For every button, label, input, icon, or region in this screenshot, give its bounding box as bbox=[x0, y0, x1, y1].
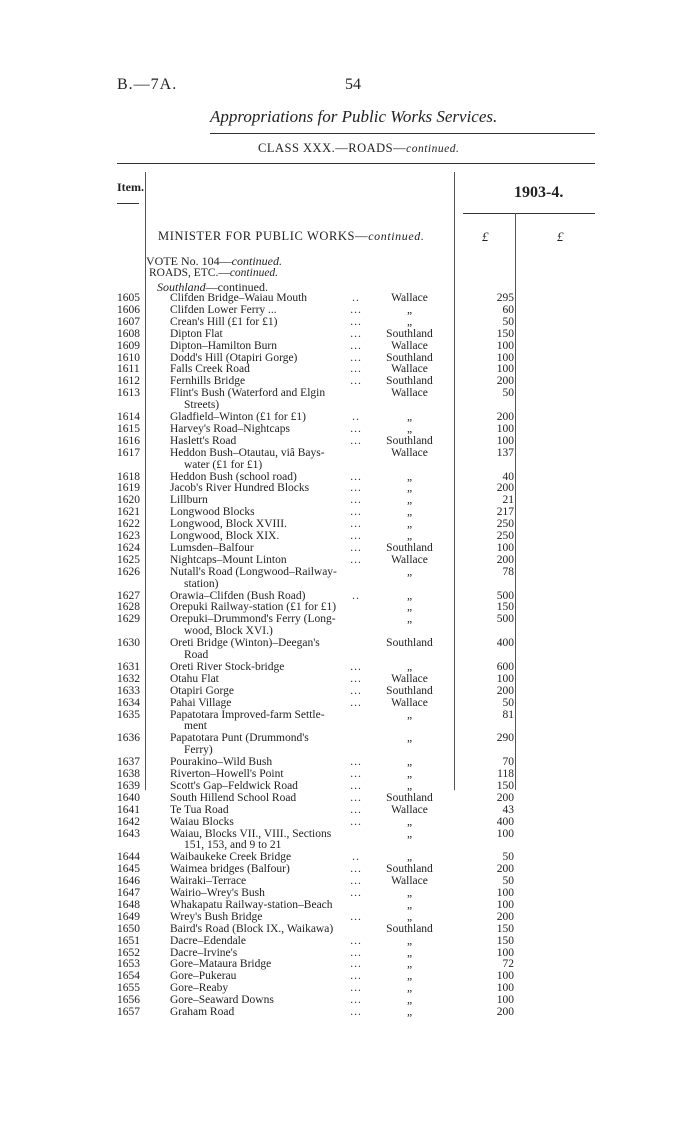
amount: 100 bbox=[496, 351, 514, 364]
leader-dots: ... bbox=[350, 863, 362, 876]
document-code: B.—7A. bbox=[117, 76, 178, 93]
amount: 100 bbox=[496, 339, 514, 352]
electoral-district: „ bbox=[406, 827, 413, 840]
item-description-continued: Streets) bbox=[184, 399, 220, 412]
item-number: 1616 bbox=[117, 434, 140, 447]
item-description: Longwood, Block XVIII. bbox=[170, 518, 287, 531]
electoral-district: „ bbox=[406, 660, 413, 673]
amount: 500 bbox=[496, 613, 514, 626]
amount: 200 bbox=[496, 1006, 514, 1018]
item-description: Clifden Bridge–Waiau Mouth bbox=[170, 292, 308, 304]
item-description: Graham Road bbox=[170, 1006, 235, 1018]
electoral-district: Southland bbox=[386, 637, 433, 650]
leader-dots: ... bbox=[350, 303, 362, 316]
amount: 150 bbox=[496, 934, 514, 947]
leader-dots: ... bbox=[350, 470, 362, 483]
item-number: 1620 bbox=[117, 494, 140, 507]
amount: 100 bbox=[496, 422, 514, 435]
pound-sign-amount: £ bbox=[482, 229, 489, 244]
item-number: 1648 bbox=[117, 898, 140, 911]
amount: 40 bbox=[502, 470, 514, 483]
item-description: Heddon Bush (school road) bbox=[170, 470, 297, 483]
item-description: Flint's Bush (Waterford and Elgin bbox=[170, 387, 326, 400]
leader-dots: ... bbox=[350, 875, 362, 888]
electoral-district: „ bbox=[406, 994, 413, 1007]
amount: 100 bbox=[496, 363, 514, 376]
item-number: 1638 bbox=[117, 768, 140, 780]
amount: 118 bbox=[497, 768, 514, 780]
electoral-district: Southland bbox=[386, 541, 433, 554]
electoral-district: Wallace bbox=[391, 803, 428, 816]
item-description: Gore–Seaward Downs bbox=[170, 994, 274, 1007]
item-description: Harvey's Road–Nightcaps bbox=[170, 422, 290, 435]
amount: 150 bbox=[496, 327, 514, 340]
item-number: 1649 bbox=[117, 910, 140, 923]
item-number: 1609 bbox=[117, 339, 140, 352]
amount: 200 bbox=[496, 684, 514, 697]
amount: 70 bbox=[502, 756, 514, 769]
electoral-district: „ bbox=[406, 518, 413, 531]
item-description: Wairaki–Terrace bbox=[170, 875, 247, 888]
electoral-district: Wallace bbox=[391, 875, 428, 888]
electoral-district: „ bbox=[406, 565, 413, 578]
leader-dots: ... bbox=[350, 779, 362, 792]
electoral-district: „ bbox=[406, 601, 413, 614]
leader-dots: ... bbox=[350, 553, 362, 566]
leader-dots: ... bbox=[350, 518, 362, 531]
item-number: 1627 bbox=[117, 589, 140, 602]
electoral-district: „ bbox=[406, 470, 413, 483]
item-column-header: Item. bbox=[117, 180, 144, 194]
item-number: 1630 bbox=[117, 637, 140, 650]
amount: 200 bbox=[496, 863, 514, 876]
item-number: 1636 bbox=[117, 732, 140, 745]
electoral-district: Wallace bbox=[391, 387, 428, 400]
item-number: 1612 bbox=[117, 375, 140, 388]
item-description: Wairio–Wrey's Bush bbox=[170, 887, 265, 899]
item-number: 1641 bbox=[117, 803, 140, 816]
item-number: 1628 bbox=[117, 601, 140, 614]
amount: 200 bbox=[496, 411, 514, 423]
item-number: 1625 bbox=[117, 553, 140, 566]
item-description-continued: ment bbox=[184, 720, 207, 733]
electoral-district: Southland bbox=[386, 791, 433, 804]
electoral-district: Southland bbox=[386, 922, 433, 935]
amount: 50 bbox=[502, 315, 514, 328]
amount: 100 bbox=[496, 970, 514, 983]
electoral-district: Southland bbox=[386, 863, 433, 876]
amount: 290 bbox=[496, 732, 514, 745]
item-number: 1644 bbox=[117, 851, 140, 864]
item-description: Jacob's River Hundred Blocks bbox=[170, 482, 310, 495]
item-description: Papatotara Punt (Drummond's bbox=[170, 732, 309, 745]
page-number: 54 bbox=[345, 76, 361, 93]
electoral-district: „ bbox=[406, 482, 413, 495]
item-number: 1654 bbox=[117, 970, 140, 983]
item-number: 1642 bbox=[117, 815, 140, 828]
item-number: 1643 bbox=[117, 827, 140, 840]
amount: 200 bbox=[496, 482, 514, 495]
leader-dots: ... bbox=[350, 791, 362, 804]
leader-dots: ... bbox=[350, 482, 362, 495]
item-description: South Hillend School Road bbox=[170, 791, 297, 804]
leader-dots: ... bbox=[350, 910, 362, 923]
item-number: 1621 bbox=[117, 506, 140, 519]
item-description: Papatotara Improved-farm Settle- bbox=[170, 708, 325, 721]
item-number: 1652 bbox=[117, 946, 140, 959]
leader-dots: ... bbox=[350, 934, 362, 947]
item-description: Whakapatu Railway-station–Beach bbox=[170, 898, 333, 911]
item-description: Waiau, Blocks VII., VIII., Sections bbox=[170, 827, 332, 840]
electoral-district: Wallace bbox=[391, 672, 428, 685]
item-description: Orepuki–Drummond's Ferry (Long- bbox=[170, 613, 336, 626]
item-number: 1655 bbox=[117, 982, 140, 995]
electoral-district: „ bbox=[406, 589, 413, 602]
leader-dots: ... bbox=[350, 327, 362, 340]
leader-dots: .. bbox=[352, 411, 360, 423]
leader-dots: ... bbox=[350, 756, 362, 769]
table-top-rule bbox=[117, 163, 595, 164]
item-description: Scott's Gap–Feldwick Road bbox=[170, 779, 298, 792]
item-header-underline bbox=[117, 203, 139, 204]
electoral-district: „ bbox=[406, 851, 413, 864]
item-number: 1608 bbox=[117, 327, 140, 340]
item-number: 1645 bbox=[117, 863, 140, 876]
item-description-continued: wood, Block XVI.) bbox=[184, 625, 273, 638]
electoral-district: „ bbox=[406, 1006, 413, 1018]
district-column-divider bbox=[454, 172, 455, 790]
electoral-district: „ bbox=[406, 768, 413, 780]
leader-dots: ... bbox=[350, 339, 362, 352]
electoral-district: Southland bbox=[386, 684, 433, 697]
amount: 100 bbox=[496, 994, 514, 1007]
roads-heading bbox=[149, 267, 278, 279]
electoral-district: „ bbox=[406, 530, 413, 542]
pound-sign-total: £ bbox=[557, 229, 564, 244]
item-description-continued: station) bbox=[184, 577, 219, 590]
leader-dots: ... bbox=[350, 1006, 362, 1018]
amount: 50 bbox=[502, 851, 514, 864]
electoral-district: Wallace bbox=[391, 696, 428, 709]
electoral-district: „ bbox=[406, 422, 413, 435]
electoral-district: Southland bbox=[386, 327, 433, 340]
electoral-district: „ bbox=[406, 910, 413, 923]
leader-dots: .. bbox=[352, 851, 360, 864]
item-description: Lillburn bbox=[170, 494, 208, 507]
item-description: Oreti Bridge (Winton)–Deegan's bbox=[170, 637, 320, 650]
item-number: 1615 bbox=[117, 422, 140, 435]
leader-dots: ... bbox=[350, 994, 362, 1007]
item-description: Nightcaps–Mount Linton bbox=[170, 553, 287, 566]
amount: 100 bbox=[496, 434, 514, 447]
class-heading bbox=[258, 141, 459, 156]
item-description: Orawia–Clifden (Bush Road) bbox=[170, 589, 306, 602]
leader-dots: ... bbox=[350, 768, 362, 780]
title-rule bbox=[210, 133, 595, 134]
leader-dots: ... bbox=[350, 530, 362, 542]
leader-dots: ... bbox=[350, 375, 362, 388]
item-description: Wrey's Bush Bridge bbox=[170, 910, 263, 923]
item-number: 1637 bbox=[117, 756, 140, 769]
item-description: Oreti River Stock-bridge bbox=[170, 660, 285, 673]
electoral-district: „ bbox=[406, 898, 413, 911]
electoral-district: Wallace bbox=[391, 363, 428, 376]
leader-dots: ... bbox=[350, 541, 362, 554]
item-description: Falls Creek Road bbox=[170, 363, 250, 376]
amount-column-divider bbox=[515, 213, 516, 790]
amount: 250 bbox=[496, 530, 514, 542]
item-number: 1613 bbox=[117, 387, 140, 400]
leader-dots: ... bbox=[350, 506, 362, 519]
leader-dots: ... bbox=[350, 887, 362, 899]
leader-dots: ... bbox=[350, 946, 362, 959]
item-number: 1639 bbox=[117, 779, 140, 792]
item-description-continued: water (£1 for £1) bbox=[184, 458, 263, 471]
item-description: Longwood, Block XIX. bbox=[170, 530, 280, 542]
electoral-district: Wallace bbox=[391, 339, 428, 352]
amount: 81 bbox=[502, 708, 514, 721]
item-description: Haslett's Road bbox=[170, 434, 237, 447]
electoral-district: „ bbox=[406, 732, 413, 745]
item-number: 1656 bbox=[117, 994, 140, 1007]
minister-heading-cont: continued. bbox=[368, 229, 425, 243]
amount: 200 bbox=[496, 791, 514, 804]
item-number: 1634 bbox=[117, 696, 140, 709]
item-number: 1657 bbox=[117, 1006, 140, 1018]
amount: 100 bbox=[496, 982, 514, 995]
item-number: 1651 bbox=[117, 934, 140, 947]
year-header-rule bbox=[463, 213, 595, 214]
leader-dots: ... bbox=[350, 982, 362, 995]
amount: 50 bbox=[502, 875, 514, 888]
item-description: Nutall's Road (Longwood–Railway- bbox=[170, 565, 337, 578]
leader-dots: .. bbox=[352, 589, 360, 602]
amount: 100 bbox=[496, 898, 514, 911]
item-number: 1611 bbox=[117, 363, 140, 376]
item-number: 1624 bbox=[117, 541, 140, 554]
amount: 500 bbox=[496, 589, 514, 602]
electoral-district: „ bbox=[406, 411, 413, 423]
electoral-district: „ bbox=[406, 708, 413, 721]
item-description: Waiau Blocks bbox=[170, 815, 234, 828]
electoral-district: Wallace bbox=[391, 446, 428, 459]
item-number: 1614 bbox=[117, 411, 140, 423]
leader-dots: ... bbox=[350, 803, 362, 816]
item-description: Longwood Blocks bbox=[170, 506, 255, 519]
item-description: Dodd's Hill (Otapiri Gorge) bbox=[170, 351, 298, 364]
item-description: Gladfield–Winton (£1 for £1) bbox=[170, 411, 306, 423]
electoral-district: Wallace bbox=[391, 553, 428, 566]
leader-dots: ... bbox=[350, 363, 362, 376]
leader-dots: ... bbox=[350, 815, 362, 828]
amount: 200 bbox=[496, 910, 514, 923]
minister-heading bbox=[158, 229, 425, 244]
item-description: Crean's Hill (£1 for £1) bbox=[170, 315, 278, 328]
amount: 50 bbox=[502, 387, 514, 400]
leader-dots: ... bbox=[350, 494, 362, 507]
roads-heading-main: ROADS, ETC.— bbox=[149, 267, 230, 279]
item-number: 1653 bbox=[117, 958, 140, 971]
amount: 400 bbox=[496, 815, 514, 828]
leader-dots: ... bbox=[350, 672, 362, 685]
amount: 200 bbox=[496, 375, 514, 388]
item-description: Riverton–Howell's Point bbox=[170, 768, 284, 780]
leader-dots: ... bbox=[350, 315, 362, 328]
district-heading-cont: —continued. bbox=[205, 280, 268, 294]
amount: 250 bbox=[496, 518, 514, 531]
electoral-district: Southland bbox=[386, 434, 433, 447]
item-description-continued: Ferry) bbox=[184, 744, 213, 757]
amount: 400 bbox=[496, 637, 514, 650]
electoral-district: „ bbox=[406, 887, 413, 899]
item-number: 1618 bbox=[117, 470, 140, 483]
item-description: Dipton Flat bbox=[170, 327, 223, 340]
amount: 150 bbox=[496, 922, 514, 935]
item-description-continued: Road bbox=[184, 649, 209, 661]
amount: 72 bbox=[502, 958, 514, 971]
item-number: 1647 bbox=[117, 887, 140, 899]
item-description: Otahu Flat bbox=[170, 672, 219, 685]
item-number: 1631 bbox=[117, 660, 140, 673]
amount: 43 bbox=[502, 803, 514, 816]
vote-heading-cont: continued. bbox=[231, 254, 282, 268]
class-heading-main: CLASS XXX.—ROADS— bbox=[258, 141, 407, 155]
roads-heading-cont: continued. bbox=[229, 267, 279, 279]
leader-dots: ... bbox=[350, 434, 362, 447]
item-description: Dacre–Edendale bbox=[170, 934, 246, 947]
amount: 100 bbox=[496, 672, 514, 685]
item-number: 1610 bbox=[117, 351, 140, 364]
amount: 100 bbox=[496, 827, 514, 840]
electoral-district: „ bbox=[406, 934, 413, 947]
item-number: 1650 bbox=[117, 922, 140, 935]
page-title: Appropriations for Public Works Services. bbox=[210, 107, 498, 126]
item-description: Otapiri Gorge bbox=[170, 684, 234, 697]
item-description: Gore–Mataura Bridge bbox=[170, 958, 272, 971]
item-number: 1623 bbox=[117, 530, 140, 542]
item-description: Gore–Pukerau bbox=[170, 970, 237, 983]
electoral-district: „ bbox=[406, 315, 413, 328]
item-number: 1619 bbox=[117, 482, 140, 495]
amount: 60 bbox=[502, 303, 514, 316]
leader-dots: ... bbox=[350, 660, 362, 673]
item-number: 1605 bbox=[117, 292, 140, 304]
minister-heading-main: MINISTER FOR PUBLIC WORKS— bbox=[158, 229, 369, 243]
item-number: 1632 bbox=[117, 672, 140, 685]
leader-dots: ... bbox=[350, 970, 362, 983]
electoral-district: „ bbox=[406, 958, 413, 971]
amount: 100 bbox=[496, 946, 514, 959]
district-heading-main: Southland bbox=[157, 280, 206, 294]
item-description: Pahai Village bbox=[170, 696, 232, 709]
amount: 50 bbox=[502, 696, 514, 709]
amount: 200 bbox=[496, 553, 514, 566]
electoral-district: „ bbox=[406, 756, 413, 769]
item-number: 1635 bbox=[117, 708, 140, 721]
amount: 600 bbox=[496, 660, 514, 673]
item-number: 1606 bbox=[117, 303, 140, 316]
leader-dots: ... bbox=[350, 696, 362, 709]
item-number: 1646 bbox=[117, 875, 140, 888]
electoral-district: „ bbox=[406, 970, 413, 983]
electoral-district: Wallace bbox=[391, 292, 428, 304]
electoral-district: „ bbox=[406, 506, 413, 519]
vote-heading-main: VOTE No. 104— bbox=[146, 254, 232, 268]
electoral-district: Southland bbox=[386, 351, 433, 364]
amount: 150 bbox=[496, 601, 514, 614]
item-number: 1640 bbox=[117, 791, 140, 804]
item-description: Fernhills Bridge bbox=[170, 375, 246, 388]
item-number: 1633 bbox=[117, 684, 140, 697]
item-description: Dacre–Irvine's bbox=[170, 946, 238, 959]
amount: 100 bbox=[496, 887, 514, 899]
year-column-header: 1903-4. bbox=[514, 184, 564, 201]
leader-dots: .. bbox=[352, 292, 360, 304]
item-description: Waibaukeke Creek Bridge bbox=[170, 851, 292, 864]
class-heading-cont: continued. bbox=[406, 143, 460, 155]
amount: 150 bbox=[496, 779, 514, 792]
amount: 21 bbox=[502, 494, 514, 507]
amount: 217 bbox=[496, 506, 514, 519]
electoral-district: „ bbox=[406, 303, 413, 316]
amount: 295 bbox=[496, 292, 514, 304]
item-description: Baird's Road (Block IX., Waikawa) bbox=[170, 922, 334, 935]
electoral-district: „ bbox=[406, 946, 413, 959]
leader-dots: ... bbox=[350, 958, 362, 971]
item-number: 1629 bbox=[117, 613, 140, 626]
item-description: Waimea bridges (Balfour) bbox=[170, 863, 290, 876]
amount: 100 bbox=[496, 541, 514, 554]
leader-dots: ... bbox=[350, 422, 362, 435]
electoral-district: „ bbox=[406, 982, 413, 995]
electoral-district: „ bbox=[406, 779, 413, 792]
item-description-continued: 151, 153, and 9 to 21 bbox=[184, 839, 282, 852]
item-description: Dipton–Hamilton Burn bbox=[170, 339, 278, 352]
leader-dots: ... bbox=[350, 684, 362, 697]
electoral-district: „ bbox=[406, 613, 413, 626]
item-description: Clifden Lower Ferry ... bbox=[170, 303, 277, 316]
amount: 137 bbox=[496, 446, 514, 459]
electoral-district: Southland bbox=[386, 375, 433, 388]
item-description: Pourakino–Wild Bush bbox=[170, 756, 273, 769]
item-number: 1607 bbox=[117, 315, 140, 328]
electoral-district: „ bbox=[406, 494, 413, 507]
item-description: Lumsden–Balfour bbox=[170, 541, 254, 554]
item-number: 1622 bbox=[117, 518, 140, 531]
item-description: Heddon Bush–Otautau, viâ Bays- bbox=[170, 446, 325, 459]
item-description: Gore–Reaby bbox=[170, 982, 229, 995]
item-number: 1626 bbox=[117, 565, 140, 578]
amount: 78 bbox=[502, 565, 514, 578]
electoral-district: „ bbox=[406, 815, 413, 828]
item-number: 1617 bbox=[117, 446, 140, 459]
item-description: Orepuki Railway-station (£1 for £1) bbox=[170, 601, 337, 614]
leader-dots: ... bbox=[350, 351, 362, 364]
item-description: Te Tua Road bbox=[170, 803, 229, 816]
